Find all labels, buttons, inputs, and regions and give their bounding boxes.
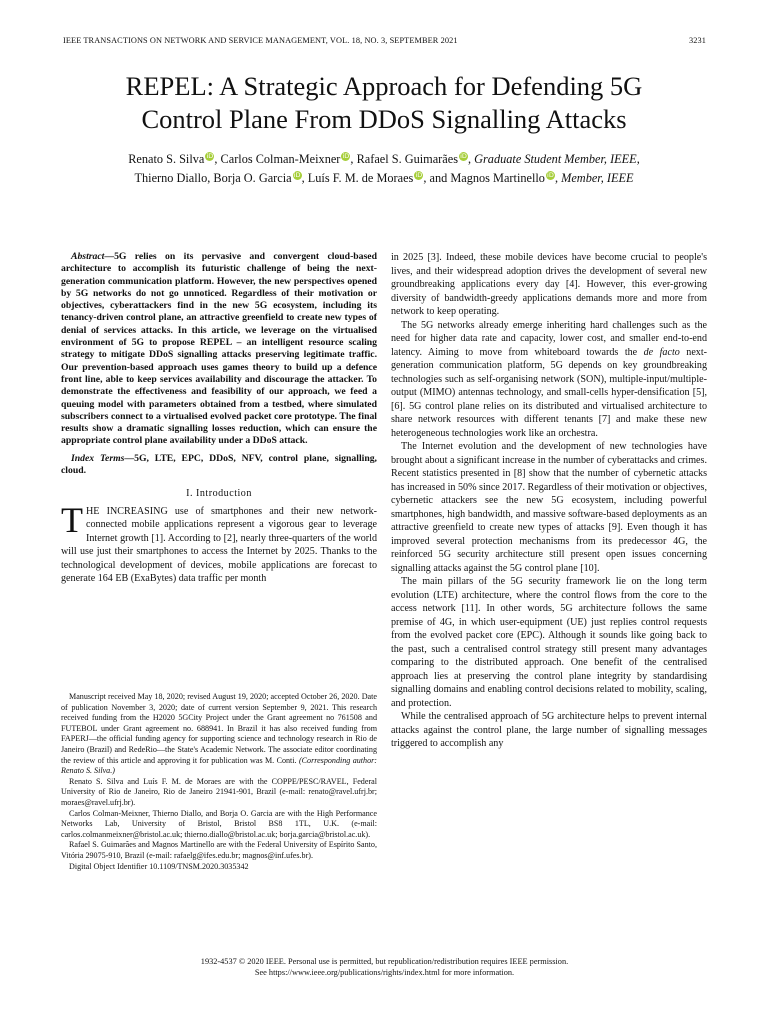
section-heading: I. Introduction bbox=[186, 488, 252, 500]
rights-link-line: See https://www.ieee.org/publications/rights/index.html for more information. bbox=[254, 968, 515, 977]
abstract-text: —5G relies on its pervasive and convergent cloud-based architecture to accomplish its futuristic challenge of being the next-generation communication platform. However, the new perspectives opened by 5G networks do not go unnoticed. Regardless of their motivation or objectives, cyberattackers find in the new 5G ecosystem, including its tenancy-driven control plane, an attractive greenfield to create new types of denial of services attacks. In this article, we leverage on the virtualised environment of 5G to propose REPEL – an intelligent resource scaling strategy to mitigate DDoS signalling attacks preserving legitimate traffic. Our prevention-based approach uses games theory to build up a defence front line, able to keep services availability and discourage the attacker. To demonstrate the effectiveness and feasibility of our approach, we feed a queuing model with parameters obtained from a testbed, where simulated subscribers connect to a virtualised evolved packet core prototype. The final results show a dramatic signalling losses reduction, which can ensure the appropriate control plane availability under a DDoS attack. bbox=[61, 251, 377, 447]
corresponding-author: (Corresponding author: Renato S. Silva.) bbox=[61, 755, 377, 776]
journal-name: IEEE TRANSACTIONS ON NETWORK AND SERVICE MANAGEMENT, VOL. 18, NO. 3, SEPTEMBER 2021 bbox=[63, 36, 458, 45]
body-text: next-generation communication platform, 5G depends on key groundbreaking technologies such as self-organising network (SON), multiple-input/multiple-output (MIMO) antennas technology, and small-cells hyper-densification [5], [6]. 5G control plane relies on its distributed and virtualised architecture to share network resources with different tenants [7] and make these new heterogeneous technologies work like an orchestra. bbox=[391, 346, 708, 439]
orcid-icon[interactable]: iD bbox=[415, 170, 423, 179]
orcid-icon[interactable]: iD bbox=[293, 170, 301, 179]
title-line-2: Control Plane From DDoS Signalling Attacks bbox=[141, 104, 627, 134]
author-line-1: Renato S. Silva iD, Carlos Colman-Meixner iD, Rafael S. Guimarães iD, Graduate Student Member, IEEE, bbox=[128, 151, 640, 166]
index-terms-text: —5G, LTE, EPC, DDoS, NFV, control plane, signalling, cloud. bbox=[61, 452, 377, 477]
abstract-label: Abstract bbox=[71, 251, 105, 262]
footnote-affiliation: Carlos Colman-Meixner, Thierno Diallo, and Borja O. Garcia are with the High Performance Networks Lab, University of Bristol, Bristol BS8 1TL, U.K. (e-mail: carlos.colmanmeixner@bristol.ac.uk; thierno.diallo@bristol.ac.uk; borja.garcia@bristol.ac.uk). bbox=[61, 808, 377, 839]
page-number: 3231 bbox=[689, 36, 706, 45]
intro-paragraph bbox=[61, 499, 377, 586]
running-header bbox=[63, 36, 706, 45]
author-role: Graduate Student Member, IEEE bbox=[474, 152, 637, 166]
body-paragraph: The Internet evolution and the development of new technologies have brought about a significant increase in the number of cyberattacks and crimes. Recent statistics presented in [8] show that the number of cybernetic attacks has increased in 50% since 2017. Regardless of their motivation or objectives, cybernetic attackers see the new 5G ecosystem, including powerful smartphones, high bandwidth, and massive software-based deployments as an attractive greenfield to create new types of attacks [9]. Even though it has improved several protection mechanisms from its predecessor 4G, the reinforced 5G security architecture still present open issues concerning signalling attacks against the 5G control plane [10]. bbox=[391, 441, 707, 574]
footnote-manuscript bbox=[61, 692, 377, 777]
footnote-affiliation: Rafael S. Guimarães and Magnos Martinello are with the Federal University of Espírito Santo, Vitória 29075-910, Brazil (e-mail: rafaelg@ifes.edu.br; magnos@inf.ufes.br). bbox=[61, 840, 377, 860]
author-list bbox=[58, 150, 710, 188]
body-text: The 5G networks already emerge inheriting hard challenges such as the need for higher data rate and capacity, lower cost, and smaller end-to-end latency. Aiming to move from whiteboard towards the bbox=[391, 319, 707, 358]
author-name: Borja O. Garcia bbox=[213, 171, 292, 185]
body-paragraph: in 2025 [3]. Indeed, these mobile devices have become crucial to people's lives, and their widespread adoption drives the development of several new groundbreaking applications every day [4]. However, this ever-growing diversity of bandwidth-greedy applications demands more and more from network to keep operating. bbox=[391, 252, 707, 317]
body-paragraph: While the centralised approach of 5G architecture helps to prevent internal attacks against the control plane, the large number of signalling messages triggered to accomplish any bbox=[391, 711, 707, 749]
orcid-icon[interactable]: iD bbox=[460, 151, 467, 160]
footnotes bbox=[61, 692, 377, 872]
author-name: Renato S. Silva bbox=[128, 152, 205, 166]
footnote-text: Manuscript received May 18, 2020; revised August 19, 2020; accepted October 26, 2020. Date of publication November 3, 2020; date of current version September 9, 2021. This research received funding from the H2020 5GCity Project under the Grant agreement no 761508 and FUTEBOL under Grant agreement no. 688941. In Brazil it has also received funding from FAPERJ—the official funding agency for supporting science and technology research in Rio de Janeiro (Brazil) and RedeRio—the State's Academic Network. The associate editor coordinating the review of this article and approving it for publication was M. Conti. bbox=[61, 692, 377, 765]
abstract bbox=[61, 251, 377, 448]
title-line-1: REPEL: A Strategic Approach for Defending 5G bbox=[125, 71, 643, 101]
doi: Digital Object Identifier 10.1109/TNSM.2020.3035342 bbox=[69, 861, 249, 871]
intro-text: use of smartphones and their new network-connected mobile applications represent a vigorous gear to leverage Internet growth [1]. According to [2], nearly three-quarters of the world will use just their smartphones to access the Internet by 2025. Thanks to the technological development of devices, mobile applications are forecast to generate 164 EB (ExaBytes) data traffic per month bbox=[61, 505, 377, 585]
author-name: Rafael S. Guimarães bbox=[356, 152, 458, 166]
author-line-2: Thierno Diallo, Borja O. Garcia iD, Luís F. M. de Moraes iD, and Magnos Martinello iD, Member, IEEE bbox=[134, 170, 634, 185]
author-name: Luís F. M. de Moraes bbox=[307, 171, 414, 185]
copyright-footer bbox=[63, 956, 706, 978]
right-column bbox=[391, 251, 707, 751]
author-name: Thierno Diallo bbox=[134, 171, 208, 185]
index-terms bbox=[61, 453, 377, 478]
body-paragraph bbox=[391, 319, 707, 441]
intro-lead: HE INCREASING bbox=[86, 505, 168, 517]
copyright-line: 1932-4537 © 2020 IEEE. Personal use is permitted, but republication/redistribution requires IEEE permission. bbox=[200, 957, 569, 966]
drop-cap: T bbox=[61, 499, 83, 540]
index-terms-label: Index Terms bbox=[71, 452, 125, 464]
body-paragraph: The main pillars of the 5G security framework lie on the long term evolution (LTE) architecture, where the control flows from the core to the access network [11]. In other words, 5G architecture follows the same premise of 4G, in which user-equipment (UE) just replies control requests from the evolved packet core (EPC). Although it sounds like going back to the past, such a centralised control strategy still present many advantages comparing to the distributed approach. One benefit of the centralised approach lies at preserving the control plane integrity by standardising signalling domains and enabling control decisions related to mobility, scaling, and protection. bbox=[391, 576, 707, 709]
orcid-icon[interactable]: iD bbox=[547, 170, 554, 179]
author-name: Carlos Colman-Meixner bbox=[220, 152, 341, 166]
left-column bbox=[61, 251, 377, 586]
orcid-icon[interactable]: iD bbox=[342, 151, 350, 160]
author-name: Magnos Martinello bbox=[450, 171, 545, 185]
paper-title bbox=[50, 70, 718, 136]
footnote-affiliation: Renato S. Silva and Luís F. M. de Moraes are with the COPPE/PESC/RAVEL, Federal University of Rio de Janeiro, Rio de Janeiro 21941-901, Brazil (e-mail: renato@ravel.ufrj.br; moraes@ravel.ufrj.br). bbox=[61, 776, 377, 807]
emphasis-text: de facto bbox=[643, 346, 680, 358]
orcid-icon[interactable]: iD bbox=[206, 151, 214, 160]
author-role: Member, IEEE bbox=[561, 171, 634, 185]
